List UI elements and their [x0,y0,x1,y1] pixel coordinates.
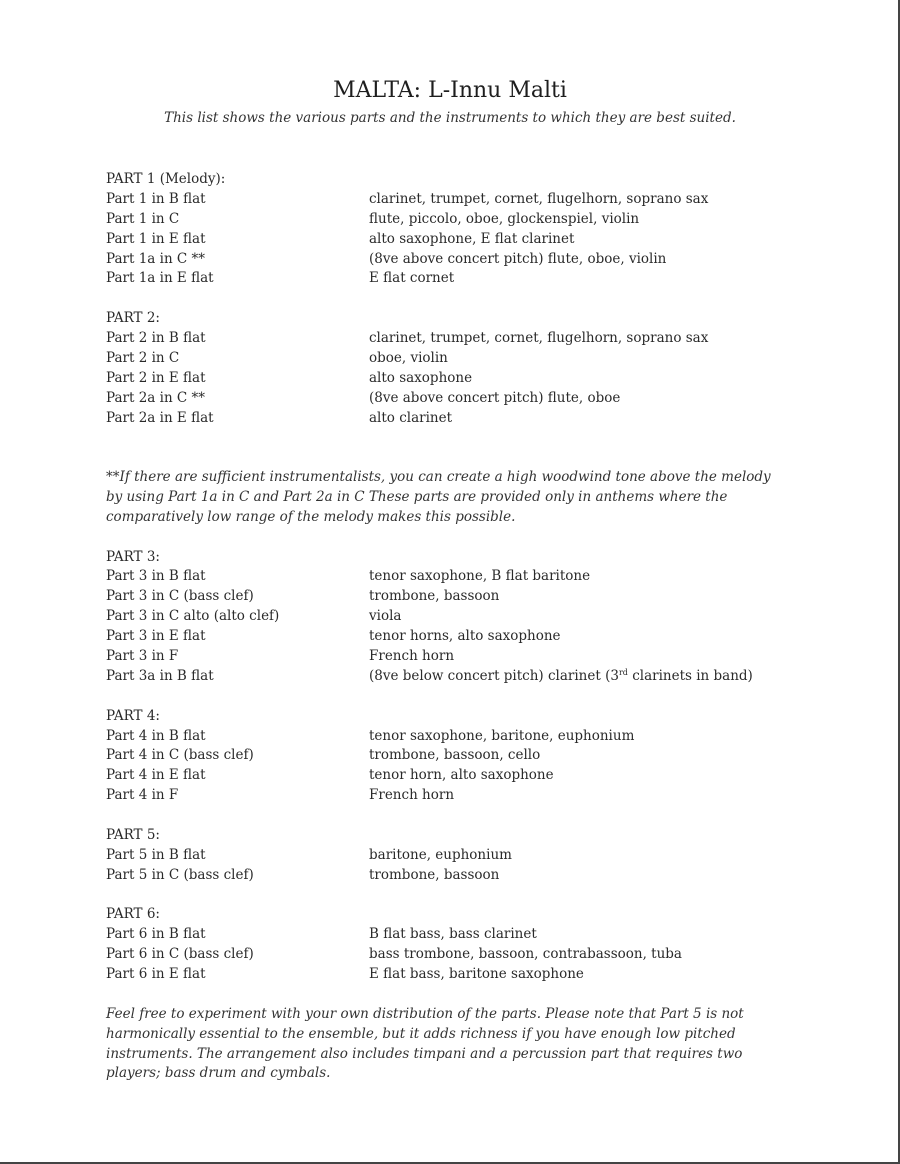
part-row [106,190,806,210]
instrument-list: bass trombone, bassoon, contrabassoon, tuba [369,946,682,963]
section-heading-part5: PART 5: [106,826,160,843]
part-row [106,746,806,766]
distribution-note [106,1005,796,1085]
section-heading-part4: PART 4: [106,707,160,724]
part-name: Part 4 in C (bass clef) [106,747,254,764]
part-row [106,667,806,687]
page-title: MALTA: L-Innu Malti [333,78,567,103]
part-name: Part 1 in C [106,210,180,227]
instrument-list: E flat bass, baritone saxophone [369,966,584,983]
part-row [106,587,806,607]
part-row [106,786,806,806]
part-row [106,409,806,429]
part-name: Part 1a in C ** [106,250,206,267]
section-heading-part3: PART 3: [106,548,160,565]
part-row [106,230,806,250]
part-row [106,727,806,747]
part-name: Part 3 in E flat [106,628,206,645]
instrument-list: baritone, euphonium [369,846,512,863]
instrument-list: tenor saxophone, baritone, euphonium [369,727,635,744]
note-line: by using Part 1a in C and Part 2a in C These parts are provided only in anthems where the [106,488,728,505]
part-row [106,647,806,667]
instrument-list: (8ve above concert pitch) flute, oboe [369,389,621,406]
instrument-list: alto saxophone, E flat clarinet [369,230,575,247]
part-name: Part 3 in C alto (alto clef) [106,608,280,625]
woodwind-note [106,468,796,528]
instrument-list: clarinet, trumpet, cornet, flugelhorn, soprano sax [369,190,709,207]
part-name: Part 5 in C (bass clef) [106,866,254,883]
section-heading-part1: PART 1 (Melody): [106,171,226,187]
instrument-list: trombone, bassoon [369,866,500,883]
part-name: Part 3a in B flat [106,667,214,684]
part-name: Part 6 in B flat [106,926,206,943]
part-name: Part 2 in E flat [106,369,206,386]
instrument-list: E flat cornet [369,270,455,287]
part-name: Part 2a in E flat [106,409,214,426]
part-name: Part 4 in E flat [106,767,206,784]
instrument-list: trombone, bassoon, cello [369,747,541,764]
part-row [106,627,806,647]
part-name: Part 3 in F [106,648,179,665]
instrument-list: tenor horns, alto saxophone [369,628,561,645]
part-name: Part 1a in E flat [106,270,214,287]
part-name: Part 5 in B flat [106,846,206,863]
part-name: Part 3 in C (bass clef) [106,588,254,605]
spacer [106,289,806,309]
instrument-list: oboe, violin [369,349,448,366]
instrument-list: alto saxophone [369,369,473,386]
part-name: Part 2 in B flat [106,330,206,347]
note-line: instruments. The arrangement also includes timpani and a percussion part that requires two [106,1045,743,1062]
part-row [106,389,806,409]
ordinal-suffix: rd [618,667,628,677]
part-row [106,766,806,786]
part-name: Part 6 in E flat [106,966,206,983]
part-name: Part 6 in C (bass clef) [106,946,254,963]
part-row [106,250,806,270]
part-name: Part 3 in B flat [106,568,206,585]
instrument-list: B flat bass, bass clarinet [369,926,537,943]
part-row [106,607,806,627]
part-row [106,846,806,866]
note-line: **If there are sufficient instrumentalists, you can create a high woodwind tone above the melody [106,469,771,486]
instrument-list: (8ve above concert pitch) flute, oboe, violin [369,250,667,267]
instrument-text: clarinets in band) [627,667,753,684]
part-row [106,925,806,945]
spacer [106,528,806,548]
spacer [106,448,806,468]
instrument-list: tenor horn, alto saxophone [369,767,554,784]
note-line: harmonically essential to the ensemble, but it adds richness if you have enough low pitched [106,1025,736,1042]
part-row [106,965,806,985]
part-name: Part 1 in E flat [106,230,206,247]
spacer [106,886,806,906]
part-name: Part 2a in C ** [106,389,206,406]
instrument-list: trombone, bassoon [369,588,500,605]
part-name: Part 1 in B flat [106,190,206,207]
spacer [106,428,806,448]
parts-list [106,170,806,1084]
part-row [106,269,806,289]
spacer [106,806,806,826]
instrument-list: viola [369,608,402,625]
instrument-list: French horn [369,648,455,665]
instrument-list: clarinet, trumpet, cornet, flugelhorn, soprano sax [369,330,709,347]
part-row [106,567,806,587]
part-row [106,945,806,965]
instrument-list: French horn [369,787,455,804]
instrument-list [369,667,806,687]
part-name: Part 2 in C [106,349,180,366]
part-row [106,369,806,389]
part-name: Part 4 in F [106,787,179,804]
section-heading-part6: PART 6: [106,906,160,923]
instrument-list: alto clarinet [369,409,453,426]
part-row [106,349,806,369]
note-line: comparatively low range of the melody makes this possible. [106,508,516,525]
spacer [106,687,806,707]
part-row [106,210,806,230]
note-line: Feel free to experiment with your own distribution of the parts. Please note that Part 5 is not [106,1005,744,1022]
instrument-list: tenor saxophone, B flat baritone [369,568,591,585]
instrument-list: flute, piccolo, oboe, glockenspiel, violin [369,210,640,227]
part-row [106,866,806,886]
part-row [106,329,806,349]
section-heading-part2: PART 2: [106,310,160,327]
spacer [106,985,806,1005]
instrument-text: (8ve below concert pitch) clarinet (3 [369,667,619,684]
page-subtitle: This list shows the various parts and the instruments to which they are best suited. [164,110,736,126]
note-line: players; bass drum and cymbals. [106,1065,331,1082]
part-name: Part 4 in B flat [106,727,206,744]
